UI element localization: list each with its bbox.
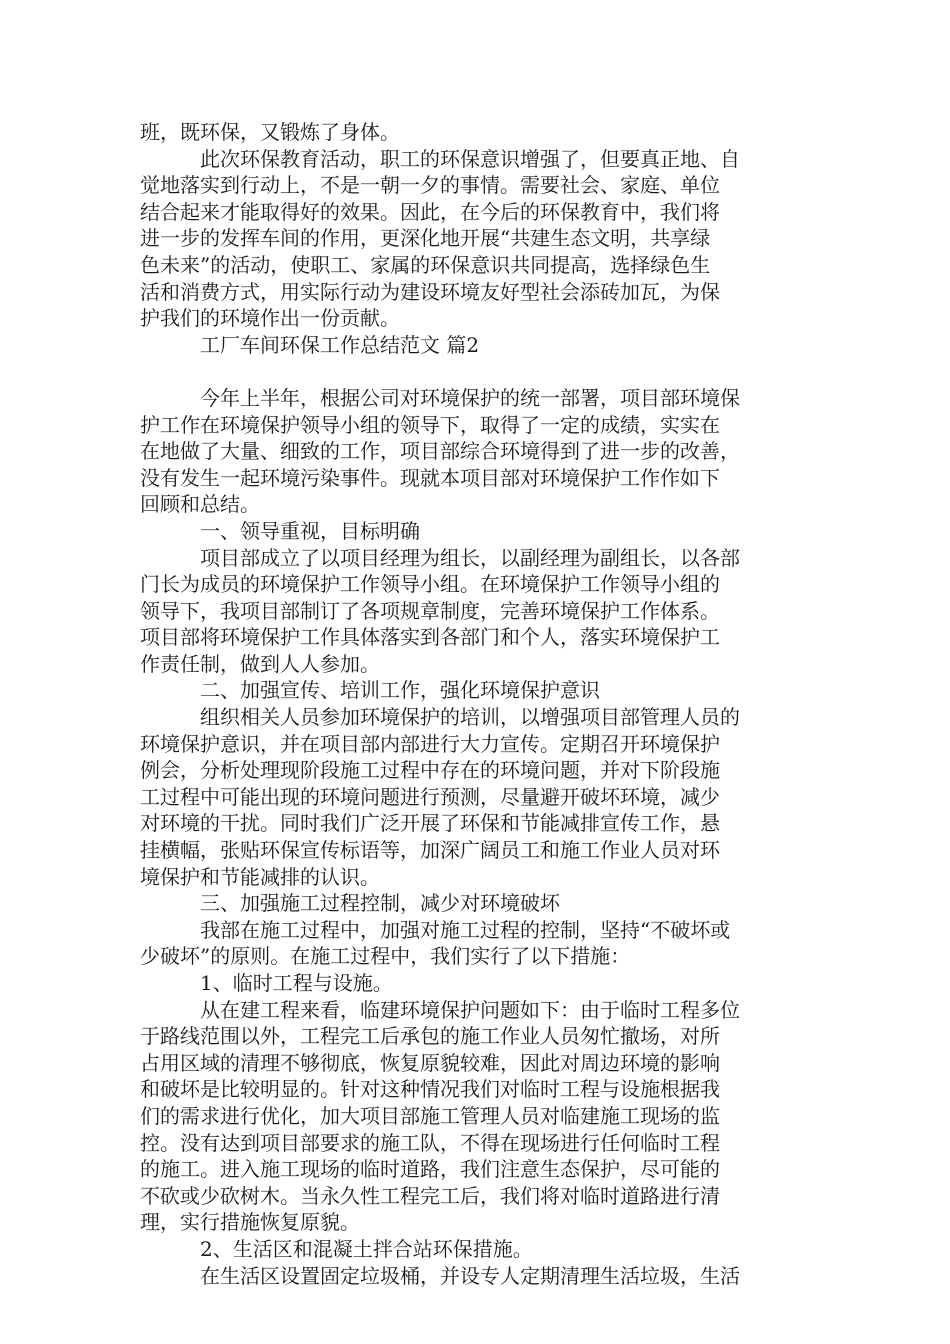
text-line: 环境保护意识，并在项目部内部进行大力宣传。定期召开环境保护 [140, 731, 720, 756]
text-line: 在地做了大量、细致的工作，项目部综合环境得到了进一步的改善， [140, 439, 740, 464]
text-line: 此次环保教育活动，职工的环保意识增强了，但要真正地、自 [200, 146, 740, 171]
text-line: 占用区域的清理不够彻底，恢复原貌较难，因此对周边环境的影响 [140, 1050, 720, 1075]
text-line: 项目部将环境保护工作具体落实到各部门和个人，落实环境保护工 [140, 625, 720, 650]
text-line: 控。没有达到项目部要求的施工队，不得在现场进行任何临时工程 [140, 1130, 720, 1155]
text-line: 结合起来才能取得好的效果。因此，在今后的环保教育中，我们将 [140, 199, 720, 224]
text-line: 组织相关人员参加环境保护的培训，以增强项目部管理人员的 [200, 705, 740, 730]
text-line: 2、生活区和混凝土拌合站环保措施。 [200, 1236, 533, 1261]
text-line: 于路线范围以外，工程完工后承包的施工作业人员匆忙撤场，对所 [140, 1024, 720, 1049]
text-line: 工厂车间环保工作总结范文 篇2 [200, 332, 480, 357]
text-line: 境保护和节能减排的认识。 [140, 864, 380, 889]
text-line: 对环境的干扰。同时我们广泛开展了环保和节能减排宣传工作，悬 [140, 811, 720, 836]
text-line: 进一步的发挥车间的作用，更深化地开展“共建生态文明，共享绿 [140, 226, 711, 251]
text-line: 项目部成立了以项目经理为组长，以副经理为副组长，以各部 [200, 545, 740, 570]
text-line: 活和消费方式，用实际行动为建设环境友好型社会添砖加瓦，为保 [140, 279, 720, 304]
text-line: 的施工。进入施工现场的临时道路，我们注意生态保护，尽可能的 [140, 1157, 720, 1182]
text-line: 例会，分析处理现阶段施工过程中存在的环境问题，并对下阶段施 [140, 758, 720, 783]
text-line: 回顾和总结。 [140, 492, 260, 517]
text-line: 今年上半年，根据公司对环境保护的统一部署，项目部环境保 [200, 385, 740, 410]
document-page [140, 119, 810, 1289]
text-line: 二、加强宣传、培训工作，强化环境保护意识 [200, 678, 600, 703]
text-line: 理，实行措施恢复原貌。 [140, 1210, 360, 1235]
text-line: 作责任制，做到人人参加。 [140, 651, 380, 676]
text-line: 没有发生一起环境污染事件。现就本项目部对环境保护工作作如下 [140, 465, 720, 490]
text-line: 1、临时工程与设施。 [200, 971, 393, 995]
text-line: 们的需求进行优化，加大项目部施工管理人员对临建施工现场的监 [140, 1103, 720, 1128]
text-line: 和破坏是比较明显的。针对这种情况我们对临时工程与设施根据我 [140, 1077, 720, 1102]
text-line: 不砍或少砍树木。当永久性工程完工后，我们将对临时道路进行清 [140, 1183, 720, 1208]
text-line: 从在建工程来看，临建环境保护问题如下：由于临时工程多位 [200, 997, 740, 1022]
text-line: 班，既环保，又锻炼了身体。 [140, 120, 400, 144]
text-line: 领导下，我项目部制订了各项规章制度，完善环境保护工作体系。 [140, 598, 720, 623]
text-line: 工过程中可能出现的环境问题进行预测，尽量避开破坏环境，减少 [140, 784, 720, 809]
text-line: 色未来”的活动，使职工、家属的环保意识共同提高，选择绿色生 [140, 252, 711, 277]
blank-line [140, 358, 810, 385]
text-line: 一、领导重视，目标明确 [200, 518, 420, 543]
text-line: 觉地落实到行动上，不是一朝一夕的事情。需要社会、家庭、单位 [140, 173, 720, 198]
text-line: 挂横幅，张贴环保宣传标语等，加深广阔员工和施工作业人员对环 [140, 838, 720, 863]
text-line: 护工作在环境保护领导小组的领导下，取得了一定的成绩，实实在 [140, 412, 720, 437]
text-line: 门长为成员的环境保护工作领导小组。在环境保护工作领导小组的 [140, 572, 720, 597]
text-line: 三、加强施工过程控制，减少对环境破坏 [200, 891, 560, 916]
text-line: 护我们的环境作出一份贡献。 [140, 306, 400, 331]
text-line: 在生活区设置固定垃圾桶，并设专人定期清理生活垃圾，生活 [200, 1263, 740, 1288]
text-line: 我部在施工过程中，加强对施工过程的控制，坚持“不破坏或 [200, 917, 731, 942]
text-line: 少破坏”的原则。在施工过程中，我们实行了以下措施： [140, 944, 631, 969]
